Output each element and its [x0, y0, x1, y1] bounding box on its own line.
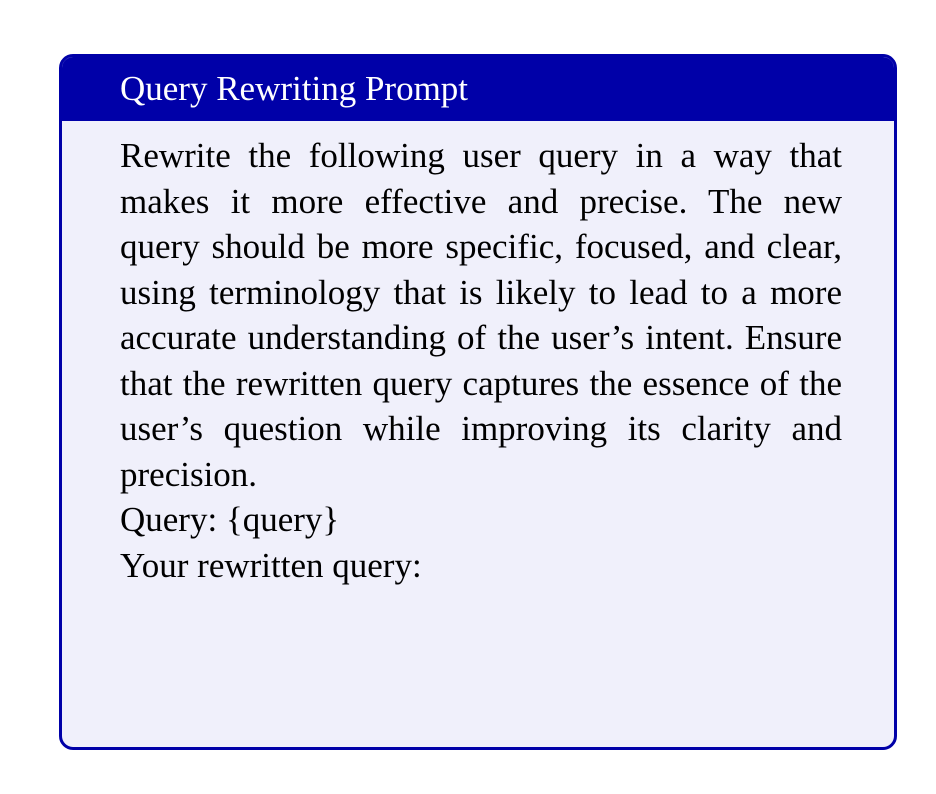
query-line: Query: {query} [120, 500, 340, 539]
prompt-box [59, 54, 897, 750]
prompt-box-body [120, 133, 842, 588]
instruction-text: Rewrite the following user query in a way that makes it more effective and precise. The new query should be more specific, focused, and clear, using terminology that is likely to lead to a more accurate understanding of the user’s intent. Ensure that the rewritten query captures the essence of the user’s question while improving its clarity and precision. [120, 136, 842, 494]
answer-line: Your rewritten query: [120, 545, 422, 585]
prompt-box-title: Query Rewriting Prompt [62, 57, 894, 121]
